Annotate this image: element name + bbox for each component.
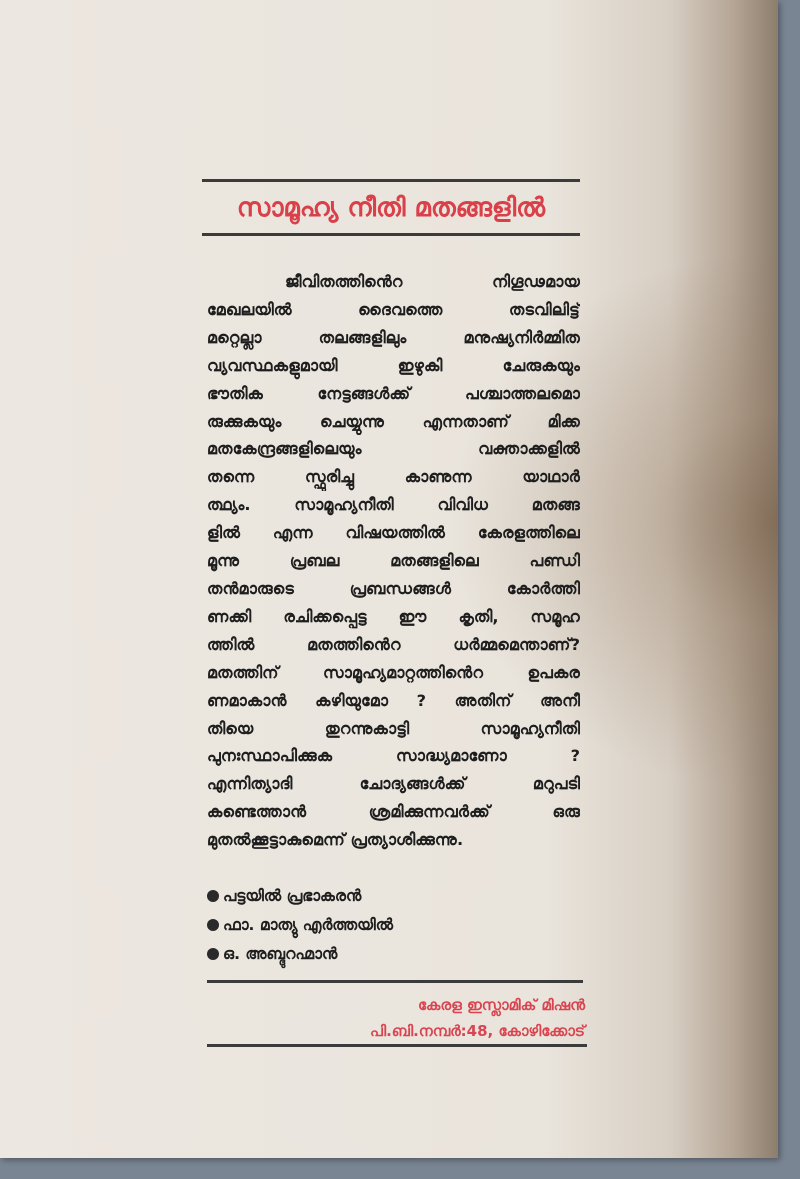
blurb-line: രുക്കുകയും ചെയ്യുന്നു എന്നതാണ് മിക്ക xyxy=(207,411,580,431)
blurb-line: തൻമാരുടെ പ്രബന്ധങ്ങൾ കോർത്തി xyxy=(207,578,580,598)
publisher-block xyxy=(207,992,585,1044)
blurb-line: മേഖലയിൽ ദൈവത്തെ തടവിലിട്ട് xyxy=(207,299,580,319)
blurb-line: തിയെ തുറന്നുകാട്ടി സാമൂഹ്യനീതി xyxy=(207,718,580,738)
bullet-icon xyxy=(207,948,219,960)
blurb-paragraph xyxy=(207,268,580,854)
title-rule-bottom xyxy=(202,233,580,236)
blurb-line: ഭൗതിക നേട്ടങ്ങൾക്ക് പശ്ചാത്തലമൊ xyxy=(207,383,580,403)
publisher-name: കേരള ഇസ്ലാമിക് മിഷൻ xyxy=(418,996,585,1014)
author-list xyxy=(207,882,587,969)
blurb-line: ത്ഥ്യം. സാമൂഹ്യനീതി വിവിധ മതങ്ങ xyxy=(207,495,580,515)
blurb-line: എന്നിത്യാദി ചോദ്യങ്ങൾക്ക് മറുപടി xyxy=(207,774,580,794)
author-name: പട്ടയിൽ പ്രഭാകരൻ xyxy=(223,887,362,905)
blurb-line: മറ്റെല്ലാ തലങ്ങളിലും മനുഷ്യനിർമ്മിത xyxy=(207,327,580,347)
publisher-address: പി.ബി.നമ്പർ:48, കോഴിക്കോട് xyxy=(370,1022,585,1040)
author-name: ഫാ. മാത്യു എർത്തയിൽ xyxy=(223,916,394,934)
title-rule-top xyxy=(202,179,580,182)
blurb-line: ണക്കി രചിക്കപ്പെട്ട ഈ കൃതി, സമൂഹ xyxy=(207,606,580,626)
blurb-line: മതത്തിന് സാമൂഹ്യമാറ്റത്തിൻെറ ഉപകര xyxy=(207,662,580,682)
publisher-rule-bottom xyxy=(207,1044,587,1047)
bullet-icon xyxy=(207,919,219,931)
author-item xyxy=(207,911,587,940)
blurb-line: ണമാകാൻ കഴിയുമോ ? അതിന് അനീ xyxy=(207,690,580,710)
blurb-line: തന്നെ സ്ഫുരിച്ചു കാണുന്ന യാഥാർ xyxy=(207,467,580,487)
blurb-line: ജീവിതത്തിൻെറ നിഗൂഢമായ xyxy=(285,272,580,291)
blurb-line: ളിൽ എന്ന വിഷയത്തിൽ കേരളത്തിലെ xyxy=(207,523,580,543)
blurb-line: വ്യവസ്ഥകളുമായി ഇഴുകി ചേരുകയും xyxy=(207,355,580,375)
author-item xyxy=(207,882,587,911)
bullet-icon xyxy=(207,890,219,902)
blurb-line: ത്തിൽ മതത്തിൻെറ ധർമ്മമെന്താണ്? xyxy=(207,634,580,654)
book-title: സാമൂഹ്യ നീതി മതങ്ങളിൽ xyxy=(236,193,546,223)
author-name: ഒ. അബ്ദുറഹ്മാൻ xyxy=(223,945,338,963)
blurb-line: പുനഃസ്ഥാപിക്കുക സാദ്ധ്യമാണോ ? xyxy=(207,746,580,766)
blurb-line: മൂന്നു പ്രബല മതങ്ങളിലെ പണ്ഡി xyxy=(207,551,580,571)
blurb-line: മതകേന്ദ്രങ്ങളിലെയും വക്താക്കളിൽ xyxy=(207,439,580,459)
publisher-rule-top xyxy=(207,980,583,983)
blurb-line: കണ്ടെത്താൻ ശ്രമിക്കുന്നവർക്ക് ഒരു xyxy=(207,802,580,822)
blurb-line: മുതൽക്കൂട്ടാകുമെന്ന് പ്രത്യാശിക്കുന്നു. xyxy=(207,830,464,850)
author-item xyxy=(207,940,587,969)
